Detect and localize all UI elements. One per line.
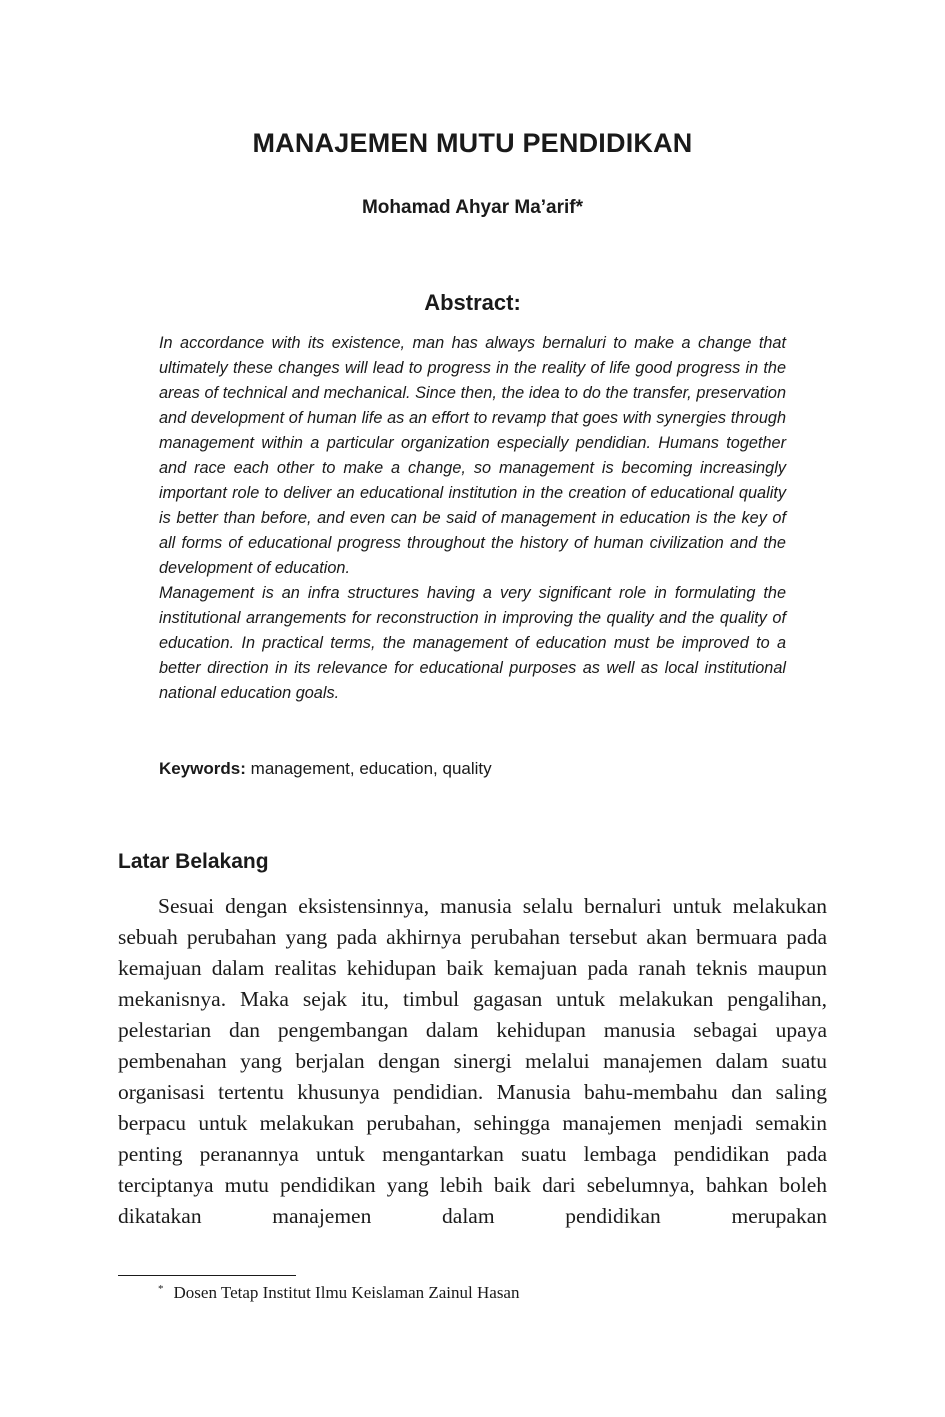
abstract-heading: Abstract: [424, 290, 521, 315]
keywords [159, 757, 786, 781]
keywords-values: management, education, quality [250, 759, 492, 778]
abstract-paragraph: In accordance with its existence, man has always bernaluri to make a change that ultimately these changes will lead to progress in the reality of life good progress in the areas of technical and mechanical. Since then, the idea to do the transfer, preservation and development of human life as an effort to revamp that goes with synergies through management within a particular organization especially pendidian. Humans together and race each other to make a change, so management is becoming increasingly important role to deliver an educational institution in the creation of educational quality is better than before, and even can be said of management in education is the key of all forms of educational progress throughout the history of human civilization and the development of education. [159, 334, 786, 577]
keywords-label: Keywords: [159, 759, 246, 778]
author-name: Mohamad Ahyar Ma’arif* [361, 197, 583, 218]
section-heading: Latar Belakang [118, 850, 269, 873]
footnote-divider [118, 1275, 296, 1276]
footnote-marker: * [158, 1283, 164, 1295]
footnote [158, 1278, 519, 1304]
abstract-body [159, 331, 786, 706]
footnote-text: Dosen Tetap Institut Ilmu Keislaman Zainul Hasan [173, 1283, 520, 1302]
body-paragraph: Sesuai dengan eksistensinnya, manusia selalu bernaluri untuk melakukan sebuah perubahan yang pada akhirnya perubahan tersebut akan bermuara pada kemajuan dalam realitas kehidupan baik kemajuan pada ranah teknis maupun mekanisnya. Maka sejak itu, timbul gagasan untuk melakukan pengalihan, pelestarian dan pengembangan dalam kehidupan manusia sebagai upaya pembenahan yang berjalan dengan sinergi melalui manajemen dalam suatu organisasi tertentu khusunya pendidian. Manusia bahu-membahu dan saling berpacu untuk melakukan perubahan, sehingga manajemen menjadi semakin penting peranannya untuk mengantarkan suatu lembaga pendidikan pada terciptanya mutu pendidikan yang lebih baik dari sebelumnya, bahkan boleh dikatakan manajemen dalam pendidikan merupakan [118, 894, 827, 1228]
abstract-paragraph: Management is an infra structures having a very significant role in formulating the institutional arrangements for reconstruction in improving the quality and the quality of education. In practical terms, the management of education must be improved to a better direction in its relevance for educational purposes as well as local institutional national education goals. [159, 584, 786, 702]
paper-title: MANAJEMEN MUTU PENDIDIKAN [252, 128, 693, 158]
